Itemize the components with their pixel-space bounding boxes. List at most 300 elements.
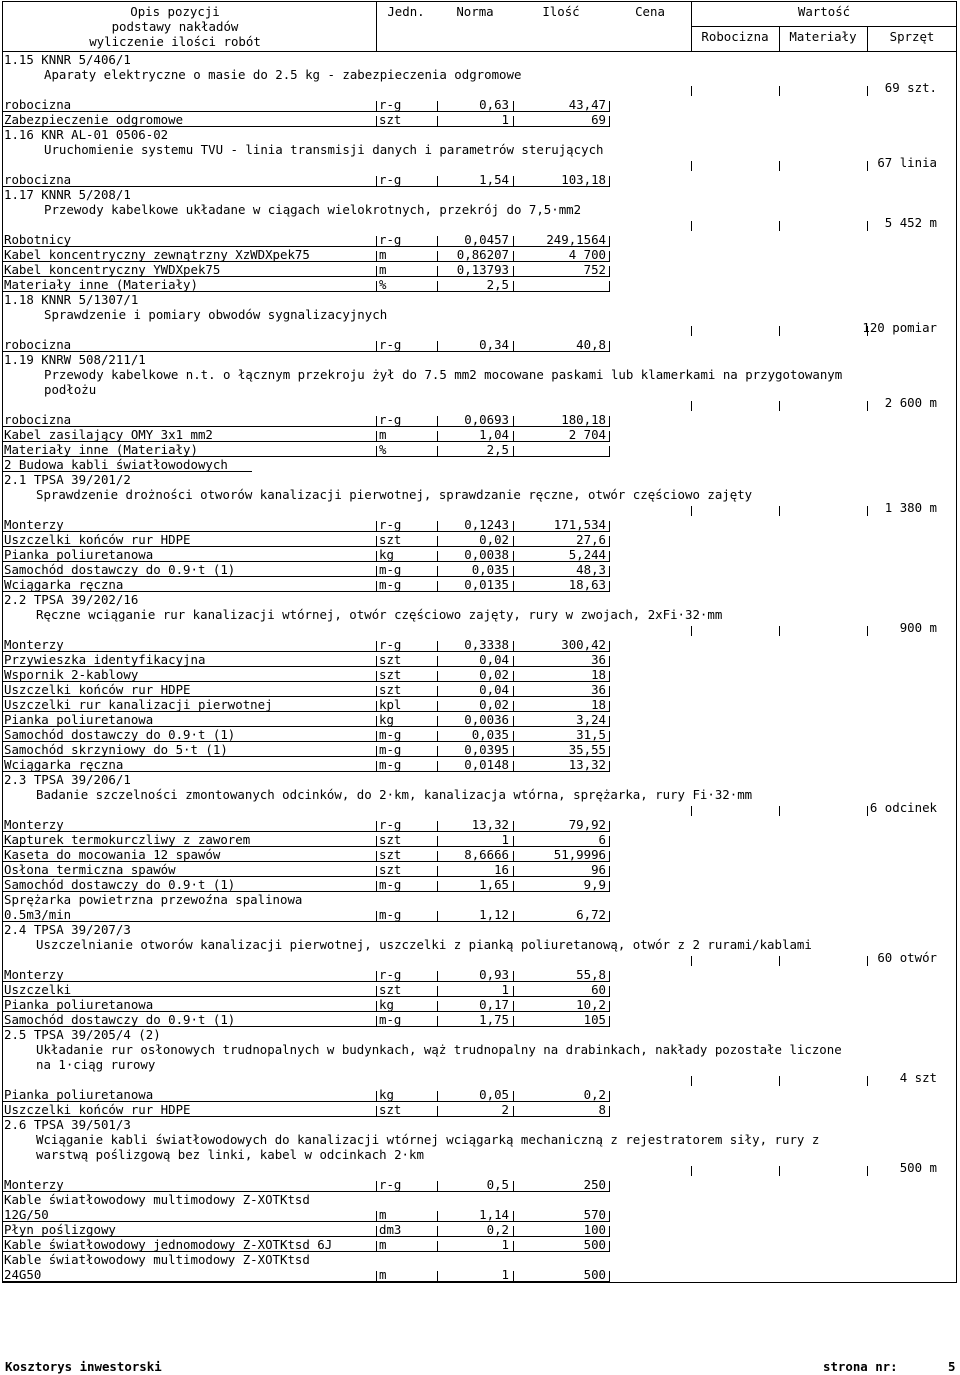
resource-ilosc: 103,18	[561, 172, 606, 187]
header-norma: Norma	[456, 4, 494, 19]
column-tick	[609, 101, 610, 112]
header-wartosc: Wartość	[797, 4, 851, 19]
column-tick	[609, 521, 610, 532]
column-tick	[609, 731, 610, 742]
column-tick	[513, 1181, 514, 1192]
resource-norma: 1	[501, 112, 509, 127]
column-tick	[376, 1181, 377, 1192]
column-tick	[513, 1106, 514, 1117]
resource-norma: 0,0148	[464, 757, 509, 772]
column-tick	[437, 731, 438, 742]
header-robocizna: Robocizna	[701, 29, 769, 44]
footer-page-number: 5	[948, 1359, 956, 1374]
value-column-tick	[779, 806, 780, 816]
position-code: 2.5 TPSA 39/205/4 (2)	[4, 1027, 161, 1042]
resource-ilosc: 69	[591, 112, 606, 127]
column-tick	[513, 521, 514, 532]
column-tick	[609, 176, 610, 187]
resource-norma: 1	[501, 832, 509, 847]
column-tick	[376, 866, 377, 877]
column-tick	[376, 431, 377, 442]
column-tick	[609, 431, 610, 442]
resource-name: Kable światłowodowy multimodowy Z-XOTKtsd	[4, 1252, 310, 1267]
column-tick	[609, 446, 610, 457]
position-description: warstwą poślizgową bez linki, kabel w odcinkach 2·km	[36, 1147, 424, 1162]
resource-ilosc: 40,8	[576, 337, 606, 352]
column-tick	[437, 1211, 438, 1222]
resource-norma: 0,5	[486, 1177, 509, 1192]
column-tick	[609, 686, 610, 697]
column-tick	[513, 1271, 514, 1282]
column-tick	[376, 1211, 377, 1222]
resource-unit: r-g	[379, 517, 402, 532]
column-tick	[437, 551, 438, 562]
header-sprzet: Sprzęt	[889, 29, 935, 44]
column-tick	[513, 851, 514, 862]
column-tick	[437, 521, 438, 532]
resource-norma: 2,5	[486, 442, 509, 457]
position-quantity: 500 m	[899, 1160, 937, 1175]
position-description: Przewody kabelkowe n.t. o łącznym przekroju żył do 7.5 mm2 mocowane paskami lub klamerkami na przygotowanym	[44, 367, 843, 382]
resource-name: Pianka poliuretanowa	[4, 547, 154, 562]
column-tick	[513, 236, 514, 247]
column-tick	[376, 266, 377, 277]
resource-norma: 0,1243	[464, 517, 509, 532]
resource-unit: szt	[379, 532, 402, 547]
group-heading: 2 Budowa kabli światłowodowych	[4, 457, 228, 472]
column-tick	[437, 1226, 438, 1237]
value-column-tick	[691, 506, 692, 516]
column-tick	[609, 1001, 610, 1012]
resource-name: Materiały inne (Materiały)	[4, 442, 198, 457]
position-quantity: 67 linia	[877, 155, 937, 170]
column-tick	[437, 701, 438, 712]
column-tick	[513, 746, 514, 757]
column-tick	[376, 581, 377, 592]
column-tick	[376, 1001, 377, 1012]
resource-unit: %	[379, 277, 387, 292]
column-tick	[513, 176, 514, 187]
resource-name: Pianka poliuretanowa	[4, 712, 154, 727]
column-tick	[609, 1226, 610, 1237]
resource-norma: 1,12	[479, 907, 509, 922]
position-code: 1.17 KNNR 5/208/1	[4, 187, 131, 202]
resource-unit: m-g	[379, 742, 402, 757]
column-tick	[437, 746, 438, 757]
header-ilosc: Ilość	[542, 4, 580, 19]
resource-unit: r-g	[379, 412, 402, 427]
resource-unit: szt	[379, 682, 402, 697]
column-tick	[513, 656, 514, 667]
resource-name: Wciągarka ręczna	[4, 577, 124, 592]
resource-ilosc: 8	[598, 1102, 606, 1117]
column-tick	[376, 236, 377, 247]
column-tick	[437, 641, 438, 652]
column-tick	[376, 1016, 377, 1027]
resource-name: Pianka poliuretanowa	[4, 1087, 154, 1102]
position-description: Ręczne wciąganie rur kanalizacji wtórnej, otwór częściowo zajęty, rury w zwojach, 2xFi·32·mm	[36, 607, 723, 622]
position-code: 1.18 KNNR 5/1307/1	[4, 292, 139, 307]
column-tick	[376, 746, 377, 757]
resource-norma: 0,2	[486, 1222, 509, 1237]
value-column-tick	[867, 1166, 868, 1176]
value-column-tick	[779, 956, 780, 966]
column-tick	[513, 566, 514, 577]
resource-norma: 0,02	[479, 667, 509, 682]
header-opis-line3: wyliczenie ilości robót	[89, 34, 261, 49]
column-tick	[609, 641, 610, 652]
column-tick	[513, 116, 514, 127]
resource-ilosc: 96	[591, 862, 606, 877]
resource-name: 24G50	[4, 1267, 42, 1282]
column-tick	[513, 821, 514, 832]
resource-ilosc: 60	[591, 982, 606, 997]
position-quantity: 60 otwór	[877, 950, 937, 965]
column-tick	[513, 761, 514, 772]
resource-name: Kabel koncentryczny YWDXpek75	[4, 262, 221, 277]
position-description: Uruchomienie systemu TVU - linia transmisji danych i parametrów sterujących	[44, 142, 604, 157]
resource-unit: r-g	[379, 232, 402, 247]
column-tick	[376, 521, 377, 532]
column-tick	[437, 911, 438, 922]
resource-norma: 0,04	[479, 682, 509, 697]
resource-unit: m-g	[379, 757, 402, 772]
value-column-tick	[779, 161, 780, 171]
resource-ilosc: 105	[583, 1012, 606, 1027]
resource-name: Samochód dostawczy do 0.9·t (1)	[4, 1012, 236, 1027]
column-tick	[513, 986, 514, 997]
resource-name: Płyn poślizgowy	[4, 1222, 116, 1237]
resource-unit: kg	[379, 712, 394, 727]
column-tick	[376, 911, 377, 922]
resource-unit: szt	[379, 847, 402, 862]
resource-name: Materiały inne (Materiały)	[4, 277, 198, 292]
position-quantity: 69 szt.	[884, 80, 937, 95]
column-tick	[376, 851, 377, 862]
row-underline	[2, 1281, 609, 1282]
column-tick	[513, 536, 514, 547]
resource-unit: szt	[379, 1102, 402, 1117]
resource-ilosc: 36	[591, 682, 606, 697]
column-tick	[513, 716, 514, 727]
position-code: 2.3 TPSA 39/206/1	[4, 772, 131, 787]
column-tick	[513, 881, 514, 892]
value-column-tick	[691, 86, 692, 96]
resource-norma: 0,17	[479, 997, 509, 1012]
column-tick	[513, 1091, 514, 1102]
resource-norma: 2,5	[486, 277, 509, 292]
column-tick	[437, 281, 438, 292]
column-tick	[609, 716, 610, 727]
resource-unit: r-g	[379, 337, 402, 352]
resource-name: Kable światłowodowy multimodowy Z-XOTKtsd	[4, 1192, 310, 1207]
value-column-tick	[867, 626, 868, 636]
column-tick	[437, 566, 438, 577]
value-column-tick	[779, 1076, 780, 1086]
resource-ilosc: 43,47	[568, 97, 606, 112]
resource-norma: 0,34	[479, 337, 509, 352]
column-tick	[376, 821, 377, 832]
column-tick	[609, 911, 610, 922]
column-tick	[513, 1241, 514, 1252]
column-tick	[437, 1181, 438, 1192]
column-tick	[376, 1241, 377, 1252]
resource-ilosc: 18,63	[568, 577, 606, 592]
column-tick	[437, 1241, 438, 1252]
column-tick	[376, 101, 377, 112]
column-tick	[437, 176, 438, 187]
column-tick	[376, 1106, 377, 1117]
resource-unit: m	[379, 1267, 387, 1282]
position-quantity: 120 pomiar	[862, 320, 937, 335]
column-tick	[609, 266, 610, 277]
resource-norma: 0,0036	[464, 712, 509, 727]
column-tick	[513, 281, 514, 292]
column-tick	[513, 701, 514, 712]
resource-ilosc: 9,9	[583, 877, 606, 892]
value-column-tick	[779, 401, 780, 411]
resource-norma: 1	[501, 982, 509, 997]
resource-name: Samochód dostawczy do 0.9·t (1)	[4, 877, 236, 892]
resource-name: Kable światłowodowy jednomodowy Z-XOTKtsd 6J	[4, 1237, 333, 1252]
header-divider	[779, 26, 780, 51]
column-tick	[376, 686, 377, 697]
resource-norma: 0,0457	[464, 232, 509, 247]
column-tick	[609, 566, 610, 577]
resource-name: Przywieszka identyfikacyjna	[4, 652, 206, 667]
resource-unit: kg	[379, 547, 394, 562]
resource-norma: 1,54	[479, 172, 509, 187]
column-tick	[609, 236, 610, 247]
column-tick	[376, 446, 377, 457]
column-tick	[609, 281, 610, 292]
column-tick	[437, 1001, 438, 1012]
column-tick	[376, 536, 377, 547]
column-tick	[513, 581, 514, 592]
resource-ilosc: 300,42	[561, 637, 606, 652]
resource-name: Kapturek termokurczliwy z zaworem	[4, 832, 251, 847]
column-tick	[609, 836, 610, 847]
column-tick	[513, 251, 514, 262]
position-description: Aparaty elektryczne o masie do 2.5 kg - zabezpieczenia odgromowe	[44, 67, 522, 82]
column-tick	[513, 671, 514, 682]
value-column-tick	[779, 626, 780, 636]
resource-name: Uszczelki końców rur HDPE	[4, 682, 191, 697]
position-quantity: 1 380 m	[884, 500, 937, 515]
resource-ilosc: 13,32	[568, 757, 606, 772]
column-tick	[437, 1016, 438, 1027]
column-tick	[437, 671, 438, 682]
column-tick	[513, 731, 514, 742]
column-tick	[437, 1106, 438, 1117]
footer-title: Kosztorys inwestorski	[5, 1359, 162, 1374]
resource-name: Uszczelki	[4, 982, 72, 997]
column-tick	[609, 701, 610, 712]
resource-norma: 1,65	[479, 877, 509, 892]
value-column-tick	[691, 1166, 692, 1176]
column-tick	[437, 836, 438, 847]
resource-unit: m	[379, 262, 387, 277]
position-description: podłożu	[44, 382, 97, 397]
position-quantity: 2 600 m	[884, 395, 937, 410]
resource-ilosc: 36	[591, 652, 606, 667]
resource-unit: m-g	[379, 907, 402, 922]
resource-name: Wspornik 2-kablowy	[4, 667, 139, 682]
column-tick	[376, 731, 377, 742]
resource-unit: m-g	[379, 877, 402, 892]
resource-name: Monterzy	[4, 517, 64, 532]
column-tick	[609, 1241, 610, 1252]
resource-norma: 0,3338	[464, 637, 509, 652]
column-tick	[609, 416, 610, 427]
column-tick	[609, 656, 610, 667]
column-tick	[437, 251, 438, 262]
resource-norma: 8,6666	[464, 847, 509, 862]
column-tick	[513, 431, 514, 442]
resource-norma: 1,14	[479, 1207, 509, 1222]
resource-unit: kpl	[379, 697, 402, 712]
resource-norma: 0,86207	[456, 247, 509, 262]
header-materialy: Materiały	[789, 29, 857, 44]
position-code: 1.15 KNNR 5/406/1	[4, 52, 131, 67]
column-tick	[609, 1271, 610, 1282]
resource-unit: m	[379, 247, 387, 262]
resource-ilosc: 5,244	[568, 547, 606, 562]
resource-unit: r-g	[379, 97, 402, 112]
header-bottom-line	[2, 51, 957, 52]
resource-ilosc: 3,24	[576, 712, 606, 727]
resource-ilosc: 500	[583, 1237, 606, 1252]
value-column-tick	[779, 1166, 780, 1176]
column-tick	[609, 1181, 610, 1192]
resource-ilosc: 79,92	[568, 817, 606, 832]
column-tick	[437, 866, 438, 877]
column-tick	[376, 176, 377, 187]
resource-norma: 2	[501, 1102, 509, 1117]
column-tick	[513, 911, 514, 922]
resource-unit: r-g	[379, 637, 402, 652]
resource-unit: szt	[379, 862, 402, 877]
resource-unit: r-g	[379, 817, 402, 832]
column-tick	[513, 641, 514, 652]
resource-name: Sprężarka powietrzna przewoźna spalinowa	[4, 892, 303, 907]
value-column-tick	[867, 806, 868, 816]
value-column-tick	[867, 1076, 868, 1086]
resource-ilosc: 10,2	[576, 997, 606, 1012]
column-tick	[609, 881, 610, 892]
column-tick	[376, 701, 377, 712]
column-tick	[376, 116, 377, 127]
value-column-tick	[779, 221, 780, 231]
column-tick	[376, 716, 377, 727]
resource-name: Pianka poliuretanowa	[4, 997, 154, 1012]
resource-norma: 1	[501, 1237, 509, 1252]
column-tick	[376, 341, 377, 352]
column-tick	[609, 1091, 610, 1102]
column-tick	[437, 821, 438, 832]
position-quantity: 4 szt	[899, 1070, 937, 1085]
position-code: 1.19 KNRW 508/211/1	[4, 352, 146, 367]
resource-ilosc: 171,534	[553, 517, 606, 532]
value-column-tick	[691, 401, 692, 411]
column-tick	[513, 686, 514, 697]
resource-ilosc: 752	[583, 262, 606, 277]
column-tick	[513, 266, 514, 277]
resource-ilosc: 2 704	[568, 427, 606, 442]
resource-name: Samochód skrzyniowy do 5·t (1)	[4, 742, 228, 757]
column-tick	[513, 341, 514, 352]
column-tick	[437, 431, 438, 442]
value-column-tick	[867, 956, 868, 966]
value-column-tick	[867, 221, 868, 231]
position-quantity: 5 452 m	[884, 215, 937, 230]
position-description: Sprawdzenie drożności otworów kanalizacji pierwotnej, sprawdzanie ręczne, otwór częściowo zajęty	[36, 487, 753, 502]
resource-norma: 0,035	[471, 562, 509, 577]
footer-page-label: strona nr:	[823, 1359, 898, 1374]
header-divider	[691, 26, 957, 27]
column-tick	[437, 761, 438, 772]
resource-name: robocizna	[4, 412, 72, 427]
value-column-tick	[867, 161, 868, 171]
resource-norma: 0,02	[479, 697, 509, 712]
value-column-tick	[867, 86, 868, 96]
position-description: Przewody kabelkowe układane w ciągach wielokrotnych, przekrój do 7,5·mm2	[44, 202, 582, 217]
column-tick	[609, 116, 610, 127]
value-column-tick	[691, 1076, 692, 1086]
column-tick	[376, 281, 377, 292]
column-tick	[437, 686, 438, 697]
value-column-tick	[779, 326, 780, 336]
resource-name: Wciągarka ręczna	[4, 757, 124, 772]
resource-ilosc: 100	[583, 1222, 606, 1237]
position-description: Badanie szczelności zmontowanych odcinków, do 2·km, kanalizacja wtórna, sprężarka, rury Fi·32·mm	[36, 787, 753, 802]
column-tick	[513, 866, 514, 877]
resource-ilosc: 570	[583, 1207, 606, 1222]
column-tick	[513, 836, 514, 847]
column-tick	[376, 641, 377, 652]
column-tick	[376, 1226, 377, 1237]
value-column-tick	[691, 161, 692, 171]
resource-norma: 0,02	[479, 532, 509, 547]
position-code: 2.1 TPSA 39/201/2	[4, 472, 131, 487]
position-quantity: 900 m	[899, 620, 937, 635]
resource-unit: kg	[379, 1087, 394, 1102]
position-quantity: 6 odcinek	[869, 800, 937, 815]
resource-ilosc: 6,72	[576, 907, 606, 922]
value-column-tick	[691, 626, 692, 636]
column-tick	[609, 986, 610, 997]
resource-name: Uszczelki rur kanalizacji pierwotnej	[4, 697, 273, 712]
column-tick	[437, 716, 438, 727]
position-description: Uszczelnianie otworów kanalizacji pierwotnej, uszczelki z pianką poliuretanową, otwór z 2 rurami/kablami	[36, 937, 812, 952]
column-tick	[437, 986, 438, 997]
column-tick	[376, 1091, 377, 1102]
value-column-tick	[691, 221, 692, 231]
resource-unit: m	[379, 1237, 387, 1252]
resource-name: Kabel zasilający OMY 3x1 mm2	[4, 427, 213, 442]
resource-norma: 1	[501, 1267, 509, 1282]
value-column-tick	[867, 401, 868, 411]
column-tick	[437, 116, 438, 127]
resource-ilosc: 18	[591, 697, 606, 712]
resource-ilosc: 0,2	[583, 1087, 606, 1102]
column-tick	[609, 971, 610, 982]
resource-norma: 0,0135	[464, 577, 509, 592]
column-tick	[437, 971, 438, 982]
resource-name: Samochód dostawczy do 0.9·t (1)	[4, 727, 236, 742]
column-tick	[513, 101, 514, 112]
column-tick	[513, 551, 514, 562]
